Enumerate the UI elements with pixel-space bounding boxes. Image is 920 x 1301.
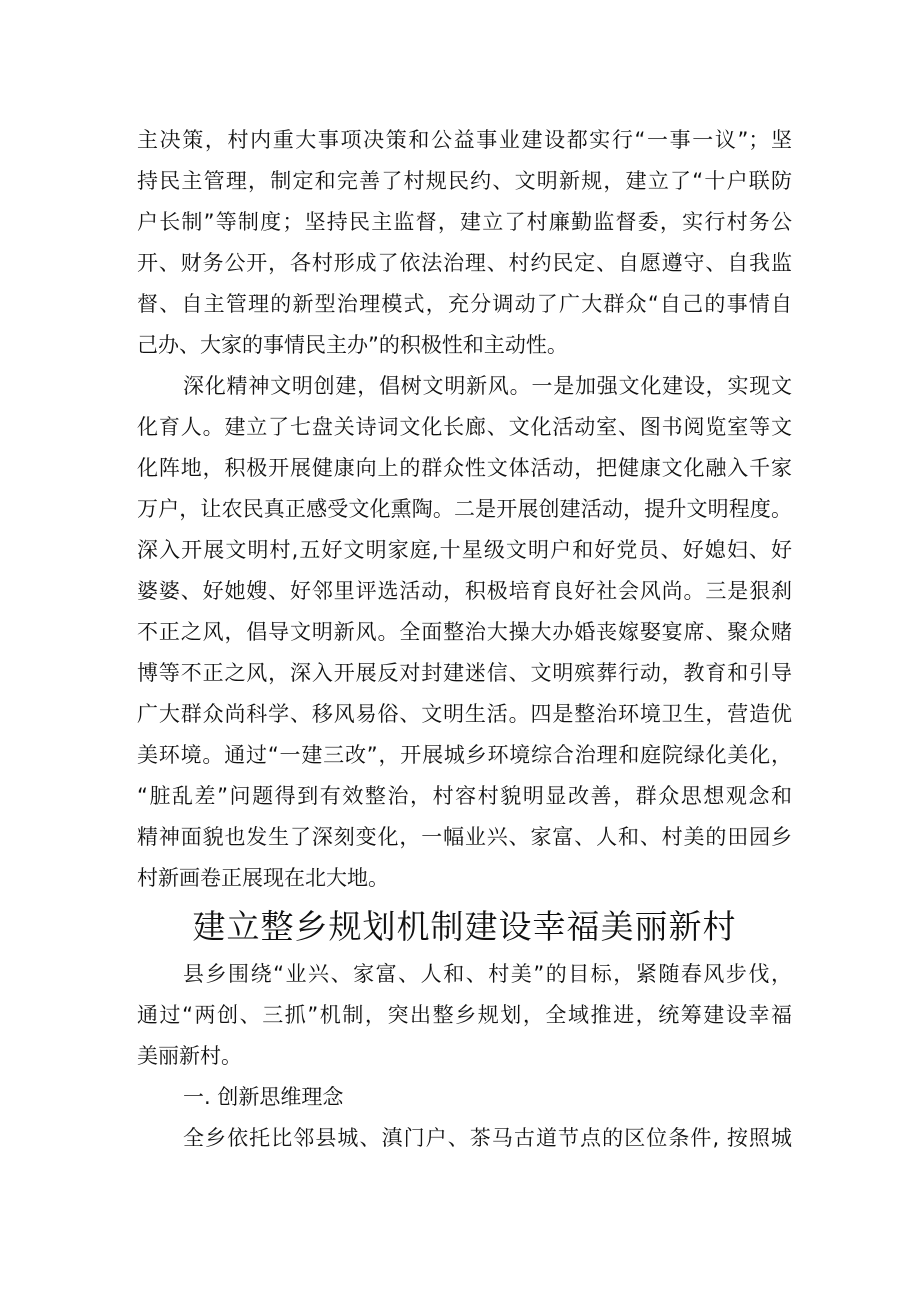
text-line: 精神面貌也发生了深刻变化，一幅业兴、家富、人和、村美的田园乡 bbox=[137, 825, 792, 849]
text-line: 己办、大家的事情民主办”的积极性和主动性。 bbox=[137, 333, 568, 357]
paragraph bbox=[137, 120, 792, 366]
paragraph bbox=[137, 1118, 792, 1159]
text-line: 化育人。建立了七盘关诗词文化长廊、文化活动室、图书阅览室等文 bbox=[137, 415, 792, 439]
paragraph bbox=[137, 366, 792, 899]
text-line: 户长制”等制度；坚持民主监督，建立了村廉勤监督委，实行村务公 bbox=[137, 210, 792, 234]
paragraph bbox=[137, 954, 792, 1077]
text-line: 督、自主管理的新型治理模式，充分调动了广大群众“自己的事情自 bbox=[137, 292, 792, 316]
text-line: 万户，让农民真正感受文化熏陶。二是开展创建活动，提升文明程度。 bbox=[137, 497, 792, 521]
text-line: 美环境。通过“一建三改”，开展城乡环境综合治理和庭院绿化美化， bbox=[137, 743, 792, 767]
text-line: 主决策，村内重大事项决策和公益事业建设都实行“一事一议”；坚 bbox=[137, 128, 792, 152]
text-line: 不正之风，倡导文明新风。全面整治大操大办婚丧嫁娶宴席、聚众赌 bbox=[137, 620, 792, 644]
text-line: 化阵地，积极开展健康向上的群众性文体活动，把健康文化融入千家 bbox=[137, 456, 792, 480]
text-line: 县乡围绕“业兴、家富、人和、村美”的目标，紧随春风步伐， bbox=[183, 962, 792, 986]
text-line: 美丽新村。 bbox=[137, 1044, 242, 1068]
paragraph bbox=[137, 1077, 792, 1118]
text-line: 开、财务公开，各村形成了依法治理、村约民定、自愿遵守、自我监 bbox=[137, 251, 792, 275]
text-line: 深入开展文明村,五好文明家庭,十星级文明户和好党员、好媳妇、好 bbox=[137, 538, 792, 562]
text-line: “脏乱差”问题得到有效整治，村容村貌明显改善，群众思想观念和 bbox=[137, 784, 792, 808]
section-title: 建立整乡规划机制建设幸福美丽新村 bbox=[192, 907, 737, 946]
text-line: 一. 创新思维理念 bbox=[183, 1085, 344, 1109]
text-line: 村新画卷正展现在北大地。 bbox=[137, 866, 389, 890]
text-line: 全乡依托比邻县城、滇门户、茶马古道节点的区位条件, 按照城 bbox=[183, 1126, 792, 1150]
document-body bbox=[137, 120, 792, 1159]
text-line: 深化精神文明创建，倡树文明新风。一是加强文化建设，实现文 bbox=[183, 374, 792, 398]
text-line: 广大群众尚科学、移风易俗、文明生活。四是整治环境卫生，营造优 bbox=[137, 702, 792, 726]
text-line: 博等不正之风，深入开展反对封建迷信、文明殡葬行动，教育和引导 bbox=[137, 661, 792, 685]
text-line: 通过“两创、三抓”机制，突出整乡规划，全域推进，统筹建设幸福 bbox=[137, 1003, 792, 1027]
text-line: 持民主管理，制定和完善了村规民约、文明新规，建立了“十户联防 bbox=[137, 169, 792, 193]
text-line: 婆婆、好她嫂、好邻里评选活动，积极培育良好社会风尚。三是狠刹 bbox=[137, 579, 792, 603]
